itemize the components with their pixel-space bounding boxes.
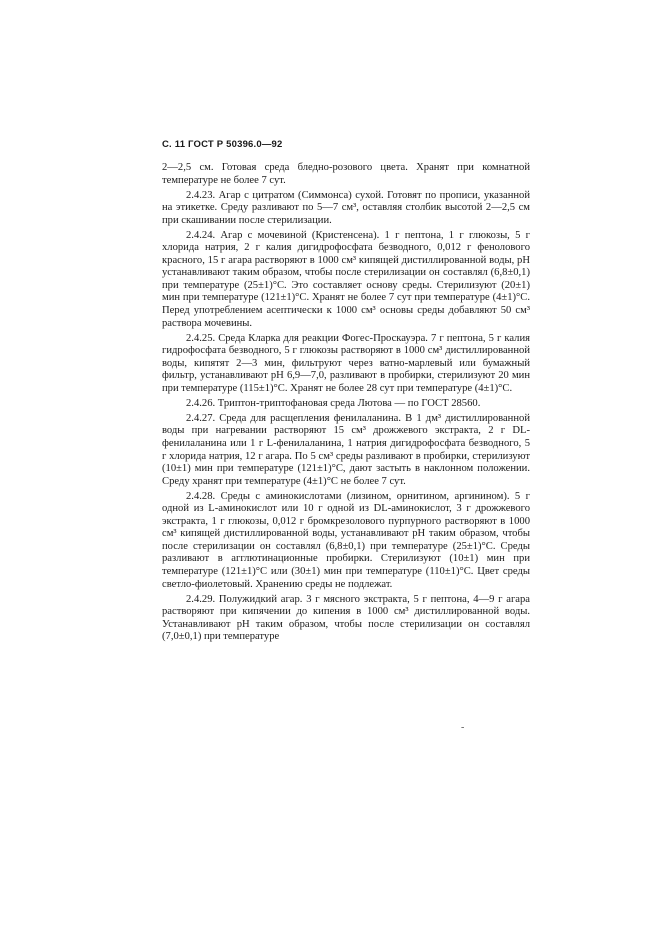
body-text [162, 162, 530, 646]
footer-mark: - [461, 722, 465, 733]
paragraph-2-4-26: 2.4.26. Триптон-триптофановая среда Лютова — по ГОСТ 28560. [186, 397, 481, 409]
paragraph-2-4-24: 2.4.24. Агар с мочевиной (Кристенсена). 1 г пептона, 1 г глюкозы, 5 г хлорида натрия, 2 г калия дигидрофосфата безводного, 0,012 г фенолового красного, 15 г агара растворяют в 1000 см³ кипящей дистиллированной воды, pH устанавливают таким образом, чтобы после стерилизации он составлял (6,8±0,1) при температуре (25±1)°С. Это составляет основу среды. Стерилизуют (20±1) мин при температуре (121±1)°С. Хранят не более 7 сут при температуре (4±1)°С. Перед употреблением асептически к 1000 см³ основы среды добавляют 50 см³ раствора мочевины. [162, 229, 530, 329]
paragraph-2-4-25: 2.4.25. Среда Кларка для реакции Фогес-Проскауэра. 7 г пептона, 5 г калия гидрофосфата безводного, 5 г глюкозы растворяют в 1000 см³ дистиллированной воды, кипятят 2—3 мин, фильтруют через ватно-марлевый или бумажный фильтр, устанавливают pH 6,9—7,0, разливают в пробирки, стерилизуют 20 мин при температуре (115±1)°С. Хранят не более 28 сут при температуре (4±1)°С. [162, 332, 530, 394]
paragraph-2-4-27: 2.4.27. Среда для расщепления фенилаланина. В 1 дм³ дистиллированной воды при нагревании растворяют 15 см³ дрожжевого экстракта, 2 г DL-фенилаланина или 1 г L-фенилаланина, 1 натрия дигидрофосфата безводного, 5 г хлорида натрия, 12 г агара. По 5 см³ среды разливают в пробирки, стерилизуют (10±1) мин при температуре (121±1)°С, дают застыть в наклонном положении. Среду хранят при температуре (4±1)°С не более 7 сут. [162, 412, 530, 487]
paragraph-continuation: 2—2,5 см. Готовая среда бледно-розового цвета. Хранят при комнатной температуре не более 7 сут. [162, 162, 530, 186]
page-header: С. 11 ГОСТ Р 50396.0—92 [162, 139, 283, 150]
paragraph-2-4-29: 2.4.29. Полужидкий агар. 3 г мясного экстракта, 5 г пептона, 4—9 г агара растворяют при кипячении до кипения в 1000 см³ дистиллированной воды. Устанавливают pH таким образом, чтобы после стерилизации он составлял (7,0±0,1) при температуре [162, 593, 530, 643]
paragraph-2-4-28: 2.4.28. Среды с аминокислотами (лизином, орнитином, аргинином). 5 г одной из L-аминокислот или 10 г одной из DL-аминокислот, 3 г дрожжевого экстракта, 1 г глюкозы, 0,012 г бромкрезолового пурпурного растворяют в 1000 см³ кипящей дистиллированной воды, устанавливают pH таким образом, чтобы после стерилизации он составлял (6,8±0,1) при температуре (25±1)°С. Среды разливают в агглютинационные пробирки. Стерилизуют (10±1) мин при температуре (121±1)°С или (30±1) мин при температуре (110±1)°С. Цвет среды светло-фиолетовый. Хранению среды не подлежат. [162, 490, 530, 590]
paragraph-2-4-23: 2.4.23. Агар с цитратом (Симмонса) сухой. Готовят по прописи, указанной на этикетке. Среду разливают по 5—7 см³, оставляя столбик высотой 2—2,5 см при скашивании после стерилизации. [162, 189, 530, 226]
